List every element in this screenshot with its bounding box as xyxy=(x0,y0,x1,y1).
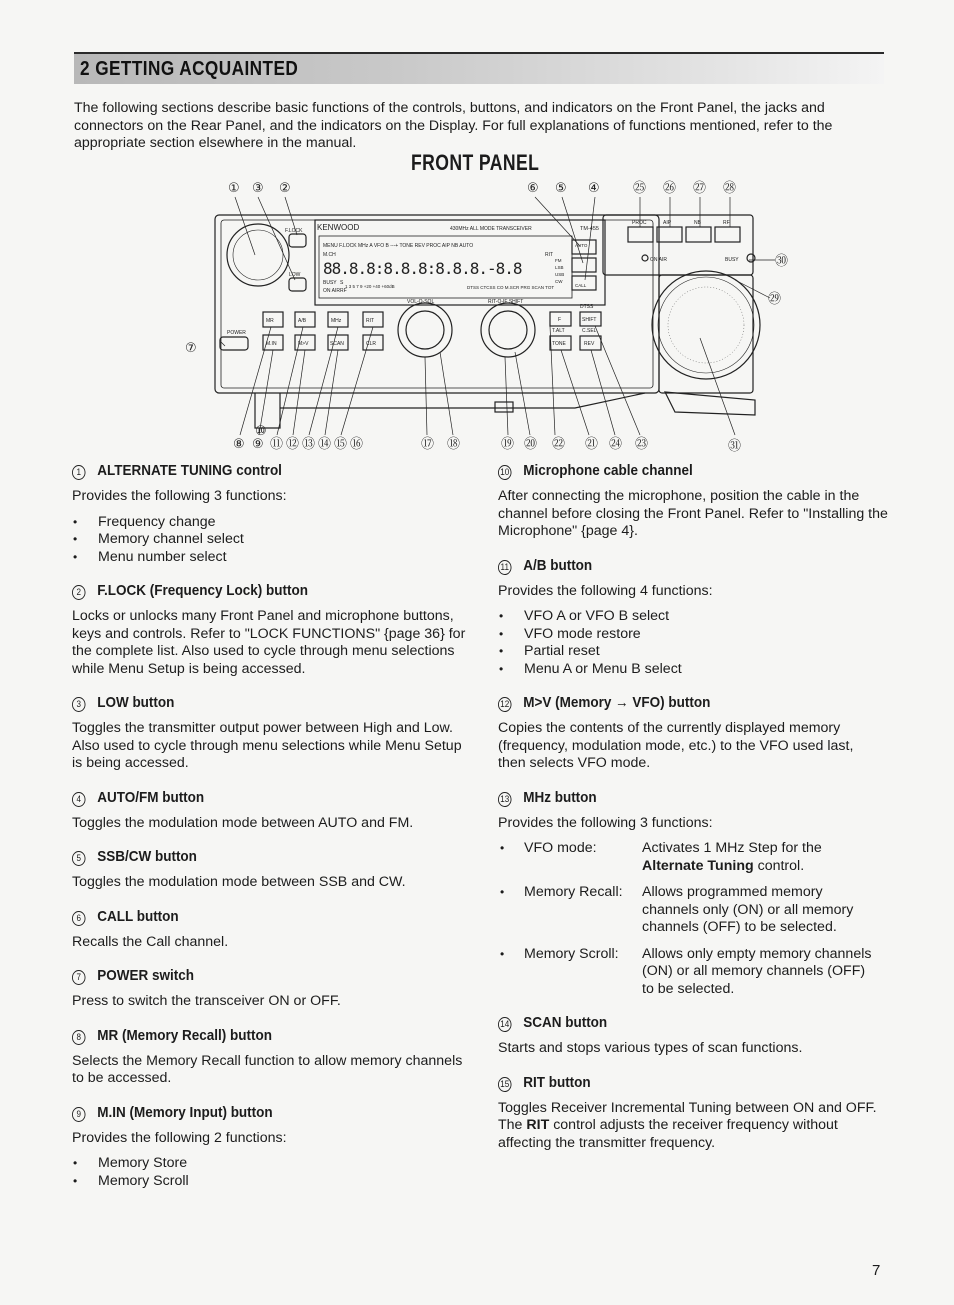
callout-12: ⑫ xyxy=(286,437,300,452)
display-mch-text: M.CH xyxy=(323,252,336,258)
item-number: 4 xyxy=(72,792,86,807)
item-title: M.IN (Memory Input) button xyxy=(97,1103,273,1121)
callout-25: ㉕ xyxy=(633,181,647,196)
dtss-label: DTSS xyxy=(580,304,594,310)
item-title: CALL button xyxy=(97,907,179,925)
callout-9: ⑨ xyxy=(252,437,264,452)
item-heading xyxy=(72,967,432,985)
callout-15: ⑮ xyxy=(334,437,348,452)
item-description: Locks or unlocks many Front Panel and microphone buttons, keys and controls. Refer to "LOCK FUNCTIONS" {page 36} for the complete list. Also used to cycle through menu selections while Menu Setup is being accessed. xyxy=(72,608,466,677)
item-mhz xyxy=(498,789,898,999)
callout-1: ① xyxy=(228,181,240,196)
list-item: • Memory Store xyxy=(72,1155,472,1173)
item-description: After connecting the microphone, position the cable in the channel before closing the Front Panel. Refer to "Installing the Microphone" {page 4}. xyxy=(498,488,888,539)
item-description: Copies the contents of the currently displayed memory (frequency, modulation mode, etc.) to the VFO used last, then selects VFO mode. xyxy=(498,720,854,771)
display-bottom-text: DTSS CTCSS CO M.SCR PRG SCAN TOT xyxy=(467,285,555,290)
callout-24: ㉔ xyxy=(609,437,623,452)
item-description: Press to switch the transceiver ON or OFF. xyxy=(72,993,341,1009)
brand-label: KENWOOD xyxy=(317,223,360,232)
clr-key-label: CLR xyxy=(366,341,377,347)
section-banner xyxy=(74,52,884,84)
vol-sql-label: VOL-O-SQL xyxy=(407,299,435,305)
item-ssb-cw xyxy=(72,848,472,892)
item-call xyxy=(72,908,472,952)
item-number: 5 xyxy=(72,851,86,866)
rev-key-label: REV xyxy=(584,341,595,347)
item-heading xyxy=(72,694,432,712)
item-flock xyxy=(72,582,472,678)
callout-3: ③ xyxy=(252,181,264,196)
table-value: Allows only empty memory channels (ON) or all memory channels (OFF) to be selected. xyxy=(642,945,872,997)
table-key: VFO mode: xyxy=(524,840,597,856)
callout-13: ⑬ xyxy=(302,437,316,452)
table-row: • Memory Scroll: Allows only empty memory channels (ON) or all memory channels (OFF) to be selected. xyxy=(498,937,872,999)
callout-10: ⑩ xyxy=(255,424,267,439)
item-title: AUTO/FM button xyxy=(97,788,205,806)
rit-key-label: RIT xyxy=(366,318,375,324)
item-title: MHz button xyxy=(523,788,597,806)
display-scale-text: 1 3 5 7 9 +20 +40 +60dB xyxy=(345,284,395,289)
callout-11: ⑪ xyxy=(270,437,284,452)
callout-29: ㉙ xyxy=(768,292,782,307)
callout-31: ㉛ xyxy=(728,439,742,454)
item-number: 3 xyxy=(72,697,86,712)
item-description xyxy=(498,1100,878,1153)
right-column xyxy=(498,462,898,1152)
item-scan xyxy=(498,1014,898,1058)
bullet-list xyxy=(498,608,898,678)
front-panel-diagram xyxy=(185,170,795,460)
item-number: 8 xyxy=(72,1030,86,1045)
list-item: • VFO A or VFO B select xyxy=(498,608,898,626)
model-label: TM-455 xyxy=(580,226,599,232)
display-call-text: CALL xyxy=(575,283,587,288)
display-onair-text: ON AIR xyxy=(323,288,340,294)
item-heading xyxy=(498,789,858,807)
item-number: 11 xyxy=(498,560,512,575)
table-row: • VFO mode: Activates 1 MHz Step for the Alternate Tuning control. xyxy=(498,840,872,875)
item-ab xyxy=(498,557,898,679)
flock-key[interactable] xyxy=(289,234,306,247)
shift-key-label: SHIFT xyxy=(582,317,597,323)
display-digits: 88.8.8:8.8.8:8.8.8.-8.8 xyxy=(323,259,522,278)
display-rit-text: RIT xyxy=(545,252,554,258)
item-description: Toggles the transmitter output power between High and Low. Also used to cycle through menu selections while Menu Setup is being accessed. xyxy=(72,720,462,771)
callout-28: ㉘ xyxy=(723,181,737,196)
desc-text: Toggles Receiver Incremental Tuning between ON and OFF. The xyxy=(498,1099,877,1133)
item-number: 7 xyxy=(72,970,86,985)
callout-2: ② xyxy=(279,181,291,196)
list-item: • Memory channel select xyxy=(72,531,472,549)
value-text: control. xyxy=(753,857,805,874)
callout-17: ⑰ xyxy=(421,437,435,452)
display-mode-lsb: LSB xyxy=(555,265,564,270)
rit-if-label: RIT-O-IF SHIFT xyxy=(488,299,524,305)
display-mode-cw: CW xyxy=(555,279,563,284)
table-value xyxy=(642,840,872,875)
item-heading xyxy=(72,908,432,926)
mv-key-label: M>V xyxy=(298,341,309,347)
item-min xyxy=(72,1104,472,1191)
mhz-key-label: MHz xyxy=(331,318,342,324)
item-mic-cable xyxy=(498,462,898,541)
item-description: Toggles the modulation mode between AUTO and FM. xyxy=(72,814,414,831)
callout-14: ⑭ xyxy=(318,437,332,452)
bullet-list xyxy=(72,1155,472,1190)
callout-18: ⑱ xyxy=(447,437,461,452)
table-row: • Memory Recall: Allows programmed memory channels only (ON) or all memory channels (OFF) to be selected. xyxy=(498,875,872,937)
display-menu-text: MENU F.LOCK MHz A VFO B ---+ TONE REV PROC AIP NB AUTO xyxy=(323,243,474,249)
right-panel xyxy=(603,215,753,275)
item-heading xyxy=(72,789,432,807)
item-heading xyxy=(498,1074,858,1092)
item-description: Provides the following 3 functions: xyxy=(498,814,713,831)
callout-30: ㉚ xyxy=(775,254,789,269)
callout-27: ㉗ xyxy=(693,181,707,196)
item-description: Selects the Memory Recall function to allow memory channels to be accessed. xyxy=(72,1052,463,1086)
item-alternate-tuning xyxy=(72,462,472,566)
list-item: • VFO mode restore xyxy=(498,626,898,644)
callout-5: ⑤ xyxy=(555,181,567,196)
item-description: Provides the following 4 functions: xyxy=(498,582,713,599)
low-key[interactable] xyxy=(289,278,306,291)
flock-label: F.LOCK xyxy=(285,228,303,234)
desc-text: control adjusts the receiver frequency without affecting the transmitter frequency. xyxy=(498,1117,838,1151)
item-number: 1 xyxy=(72,465,86,480)
item-title: RIT button xyxy=(523,1073,591,1091)
power-label: POWER xyxy=(227,330,246,336)
value-bold: Alternate Tuning xyxy=(642,857,754,874)
item-description: Recalls the Call channel. xyxy=(72,933,229,950)
item-rit xyxy=(498,1074,898,1153)
item-heading xyxy=(498,694,858,712)
value-text: Activates 1 MHz Step for the xyxy=(642,840,822,856)
nb-label: NB xyxy=(694,220,701,226)
item-auto-fm xyxy=(72,789,472,833)
item-heading xyxy=(72,1027,432,1045)
item-heading xyxy=(72,582,432,600)
callout-16: ⑯ xyxy=(350,437,364,452)
power-key[interactable] xyxy=(220,337,248,350)
front-panel-title: FRONT PANEL xyxy=(411,150,540,175)
mhz-function-table xyxy=(498,840,872,998)
display-busy-text: BUSY xyxy=(323,280,337,286)
table-key: Memory Recall: xyxy=(524,884,623,900)
bullet-list xyxy=(72,514,472,567)
display-rf-text: RF xyxy=(340,288,347,294)
item-title: A/B button xyxy=(523,556,593,574)
callout-8: ⑧ xyxy=(233,437,245,452)
item-title: POWER switch xyxy=(97,967,194,984)
left-column xyxy=(72,462,472,1190)
callout-23: ㉓ xyxy=(635,437,649,452)
item-heading xyxy=(72,462,432,480)
table-value: Allows programmed memory channels only (ON) or all memory channels (OFF) to be selected. xyxy=(642,884,854,935)
item-heading xyxy=(498,1014,858,1032)
callout-7: ⑦ xyxy=(185,341,197,356)
callout-6: ⑥ xyxy=(527,181,539,196)
list-item: • Partial reset xyxy=(498,643,898,661)
ab-key-label: A/B xyxy=(298,318,307,324)
item-description: Provides the following 3 functions: xyxy=(72,488,287,504)
item-description: Toggles the modulation mode between SSB and CW. xyxy=(72,874,406,890)
list-item: • Menu A or Menu B select xyxy=(498,661,898,679)
item-number: 15 xyxy=(498,1077,512,1092)
scan-key-label: SCAN xyxy=(330,341,344,347)
alternate-tuning-knob[interactable] xyxy=(227,224,289,286)
callout-4: ④ xyxy=(588,181,600,196)
display-mode-usb: USB xyxy=(555,272,565,277)
item-number: 10 xyxy=(498,465,512,480)
item-number: 12 xyxy=(498,697,512,712)
item-title: M>V (Memory → VFO) button xyxy=(523,694,711,711)
item-number: 14 xyxy=(498,1017,512,1032)
talt-label: T.ALT xyxy=(552,328,565,334)
display-s-text: S xyxy=(340,280,344,286)
list-item: • Frequency change xyxy=(72,514,472,532)
desc-bold: RIT xyxy=(526,1117,550,1133)
intro-paragraph: The following sections describe basic functions of the controls, buttons, and indicators on the Front Panel, the jacks and connectors on the Rear Panel, and the indicators on the Display. For full explanations of functions mentioned, refer to the appropriate section elsewhere in the manual. xyxy=(74,100,833,152)
item-heading xyxy=(498,462,858,480)
item-title: SSB/CW button xyxy=(97,848,197,865)
item-number: 6 xyxy=(72,911,86,926)
tone-key-label: TONE xyxy=(552,341,566,347)
f-key-label: F xyxy=(558,317,562,323)
proc-label: PROC xyxy=(632,220,647,226)
item-heading xyxy=(72,848,432,866)
item-number: 13 xyxy=(498,792,512,807)
item-title: F.LOCK (Frequency Lock) button xyxy=(97,582,308,599)
item-title: LOW button xyxy=(97,694,175,711)
item-mv xyxy=(498,694,898,773)
callout-22: ㉒ xyxy=(552,437,566,452)
list-item: • Menu number select xyxy=(72,549,472,567)
item-heading xyxy=(72,1104,432,1122)
callout-26: ㉖ xyxy=(663,181,677,196)
rf-label: RF xyxy=(723,220,730,226)
item-heading xyxy=(498,557,858,575)
item-power xyxy=(72,967,472,1011)
aip-label: AIP xyxy=(663,220,672,226)
table-key: Memory Scroll: xyxy=(524,945,619,962)
item-title: SCAN button xyxy=(523,1014,608,1031)
callout-20: ⑳ xyxy=(524,437,538,452)
section-title: 2 GETTING ACQUAINTED xyxy=(80,58,299,80)
model-line-label: 430MHz ALL MODE TRANSCEIVER xyxy=(450,226,532,232)
on-air-label: ON AIR xyxy=(650,257,667,263)
item-title: MR (Memory Recall) button xyxy=(97,1026,272,1044)
item-number: 2 xyxy=(72,585,86,600)
item-number: 9 xyxy=(72,1107,86,1122)
display-mode-fm: FM xyxy=(555,258,562,263)
min-key-label: M.IN xyxy=(266,341,277,347)
callout-19: ⑲ xyxy=(501,437,515,452)
low-label: LOW xyxy=(289,272,301,278)
item-title: Microphone cable channel xyxy=(523,462,693,479)
mr-key-label: MR xyxy=(266,318,274,324)
item-description: Starts and stops various types of scan functions. xyxy=(498,1040,803,1056)
page-number: 7 xyxy=(872,1262,881,1279)
display-auto-text: AUTO xyxy=(575,243,588,248)
csel-label: C.SEL xyxy=(582,328,597,334)
list-item: • Memory Scroll xyxy=(72,1173,472,1191)
item-title: ALTERNATE TUNING control xyxy=(97,462,282,479)
item-description: Provides the following 2 functions: xyxy=(72,1129,287,1146)
callout-21: ㉑ xyxy=(585,437,599,452)
busy-label: BUSY xyxy=(725,257,739,263)
item-mr xyxy=(72,1027,472,1088)
item-low xyxy=(72,694,472,773)
